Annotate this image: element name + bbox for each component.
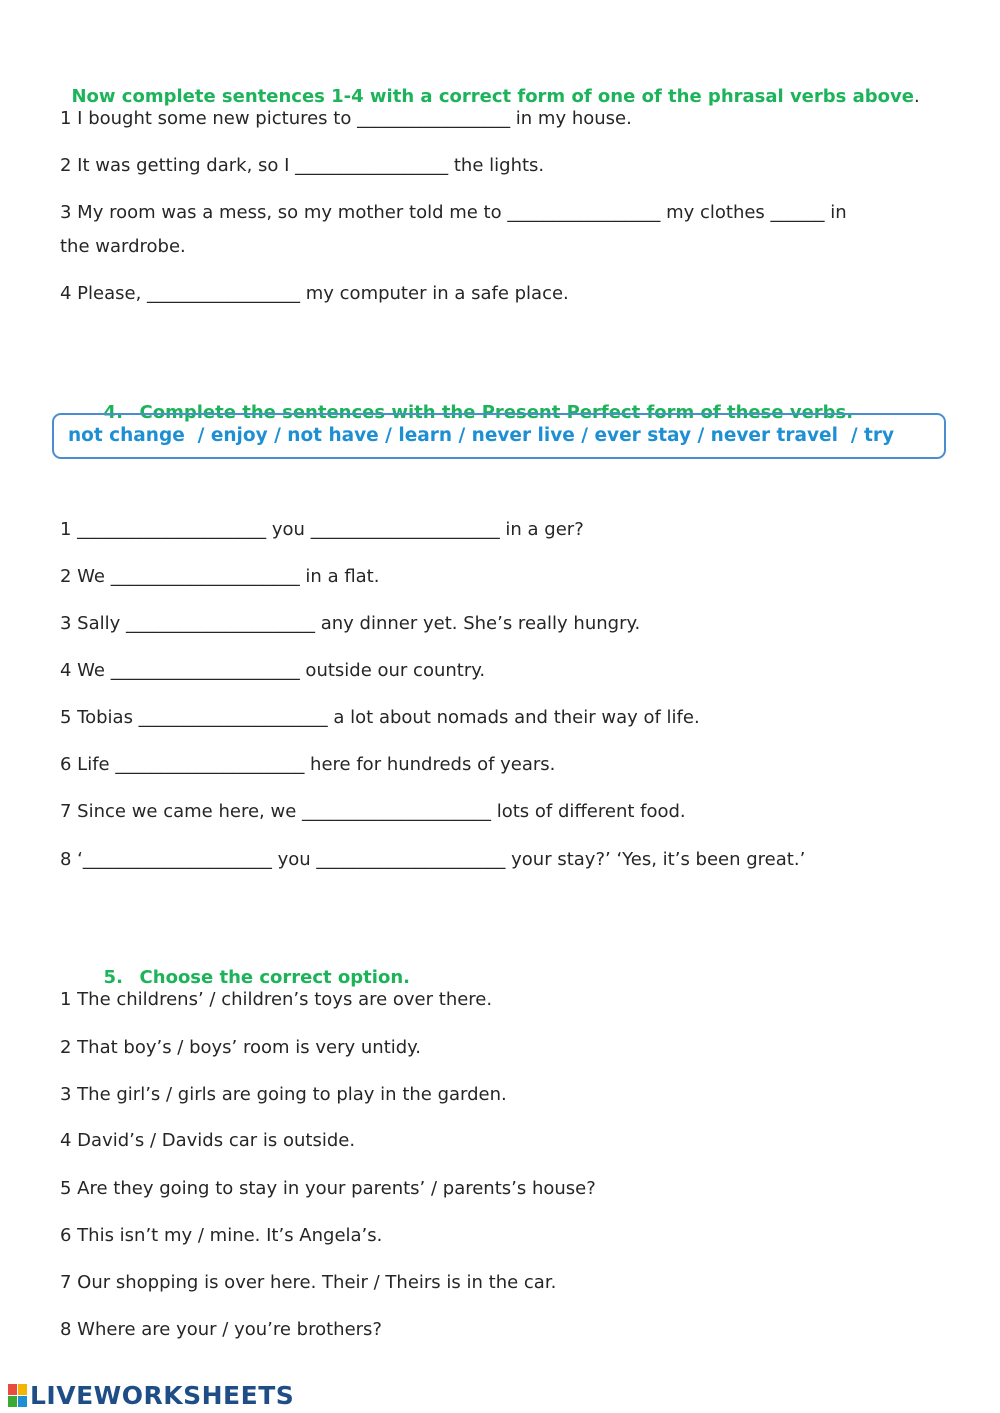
section4-item-7: 7 Since we came here, we _____________________ lots of different food. [60,801,686,822]
section5-item-8: 8 Where are your / you’re brothers? [60,1319,382,1340]
phrasal-instruction-text: Now complete sentences 1-4 with a correct form of one of the phrasal verbs above [71,86,914,107]
section4-item-3: 3 Sally _____________________ any dinner yet. She’s really hungry. [60,613,641,634]
phrasal-instruction-period: . [913,86,920,107]
footer-logo [8,1380,294,1410]
section4-item-6: 6 Life _____________________ here for hundreds of years. [60,754,556,775]
section5-title: Choose the correct option. [139,967,410,988]
section5-item-7: 7 Our shopping is over here. Their / Theirs is in the car. [60,1272,557,1293]
section5-item-4: 4 David’s / Davids car is outside. [60,1130,356,1151]
section5-item-1: 1 The childrens’ / children’s toys are over there. [60,989,493,1010]
brand-name: LIVEWORKSHEETS [30,1380,295,1410]
phrasal-item-3: 3 My room was a mess, so my mother told me to _________________ my clothes ______ in [60,202,847,223]
section5-item-5: 5 Are they going to stay in your parents’ / parents’s house? [60,1178,596,1199]
section4-item-4: 4 We _____________________ outside our country. [60,660,486,681]
section5-heading [91,942,410,990]
phrasal-item-4: 4 Please, _________________ my computer in a safe place. [60,283,569,304]
phrasal-item-1: 1 I bought some new pictures to _________________ in my house. [60,108,632,129]
section4-title: Complete the sentences with the Present Perfect form of these verbs. [139,402,854,423]
phrasal-item-3-cont: the wardrobe. [60,236,186,257]
section4-item-5: 5 Tobias _____________________ a lot about nomads and their way of life. [60,707,700,728]
section5-item-2: 2 That boy’s / boys’ room is very untidy. [60,1037,421,1058]
section4-item-1: 1 _____________________ you _____________________ in a ger? [60,519,584,540]
section4-item-2: 2 We _____________________ in a flat. [60,566,380,587]
liveworksheets-logo-icon [8,1384,27,1407]
phrasal-instruction [60,61,920,109]
section5-number: 5. [103,967,123,988]
section5-item-3: 3 The girl’s / girls are going to play in the garden. [60,1084,507,1105]
verb-box-words: not change / enjoy / not have / learn / never live / ever stay / never travel / try [68,425,895,446]
section4-number: 4. [103,402,123,423]
phrasal-item-2: 2 It was getting dark, so I _________________ the lights. [60,155,545,176]
section5-item-6: 6 This isn’t my / mine. It’s Angela’s. [60,1225,383,1246]
section4-item-8: 8 ‘_____________________ you _____________________ your stay?’ ‘Yes, it’s been great.’ [60,849,806,870]
